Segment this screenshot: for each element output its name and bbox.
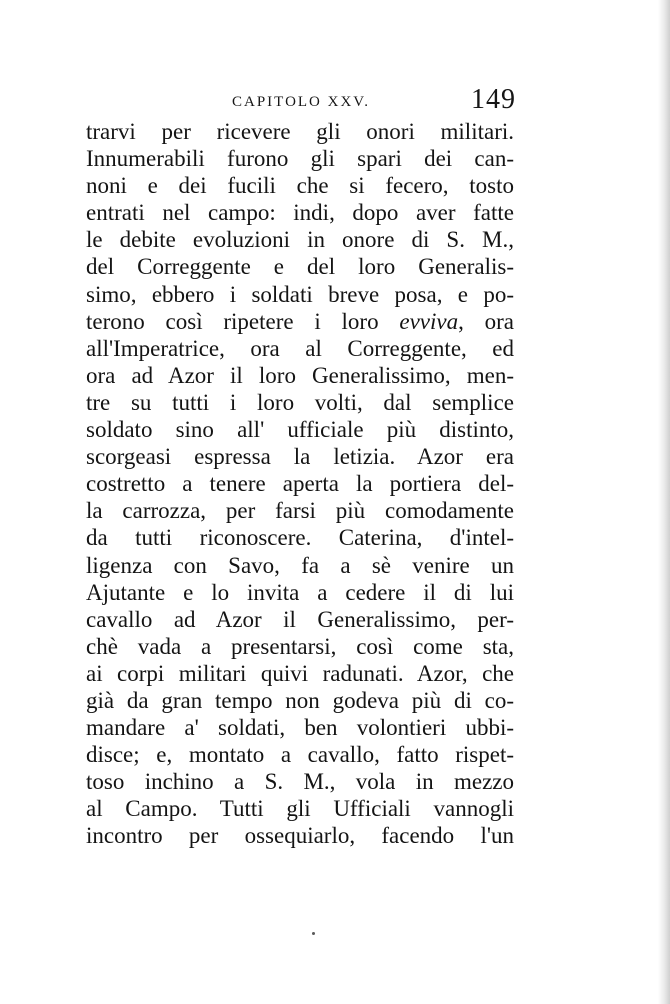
- text-line: entrati nel campo: indi, dopo aver fatte: [86, 200, 514, 226]
- text-line: mandare a' soldati, ben volontieri ubbi-: [86, 715, 514, 741]
- text-line: all'Imperatrice, ora al Correggente, ed: [86, 335, 514, 361]
- text-line: soldato sino all' ufficiale più distinto,: [86, 417, 514, 443]
- text-line: ora ad Azor il loro Generalissimo, men-: [86, 362, 514, 388]
- text-line: ai corpi militari quivi radunati. Azor, che: [86, 660, 514, 686]
- text-line: terono così ripetere i loro evviva, ora: [86, 308, 514, 334]
- text-line: da tutti riconoscere. Caterina, d'intel-: [86, 525, 514, 551]
- text-line: del Correggente e del loro Generalis-: [86, 254, 514, 280]
- emphasis-word: evviva: [399, 308, 459, 334]
- text-line: ligenza con Savo, fa a sè venire un: [86, 552, 514, 578]
- running-head: [88, 84, 516, 120]
- text-line: simo, ebbero i soldati breve posa, e po-: [86, 281, 514, 307]
- text-line: Innumerabili furono gli spari dei can-: [86, 146, 514, 172]
- page-edge-shadow: [658, 0, 670, 1004]
- page-number: 149: [471, 84, 516, 115]
- text-line: noni e dei fucili che si fecero, tosto: [86, 173, 514, 199]
- paper-speck: [312, 932, 315, 935]
- text-line: incontro per ossequiarlo, facendo l'un: [86, 823, 514, 849]
- text-line: la carrozza, per farsi più comodamente: [86, 498, 514, 524]
- text-line: trarvi per ricevere gli onori militari.: [86, 119, 514, 144]
- text-line: costretto a tenere aperta la portiera del-: [86, 471, 514, 497]
- text-line: al Campo. Tutti gli Ufficiali vannogli: [86, 796, 514, 822]
- text-line: cavallo ad Azor il Generalissimo, per-: [86, 606, 514, 632]
- text-line: già da gran tempo non godeva più di co-: [86, 687, 514, 713]
- text-line: chè vada a presentarsi, così come sta,: [86, 633, 514, 659]
- text-line: scorgeasi espressa la letizia. Azor era: [86, 444, 514, 470]
- text-line: le debite evoluzioni in onore di S. M.,: [86, 227, 514, 253]
- chapter-heading: CAPITOLO XXV.: [232, 94, 370, 110]
- text-line: toso inchino a S. M., vola in mezzo: [86, 769, 514, 795]
- text-line: disce; e, montato a cavallo, fatto rispet-: [86, 742, 514, 768]
- text-line: Ajutante e lo invita a cedere il di lui: [86, 579, 514, 605]
- text-line: tre su tutti i loro volti, dal semplice: [86, 389, 514, 415]
- body-text: [86, 118, 514, 850]
